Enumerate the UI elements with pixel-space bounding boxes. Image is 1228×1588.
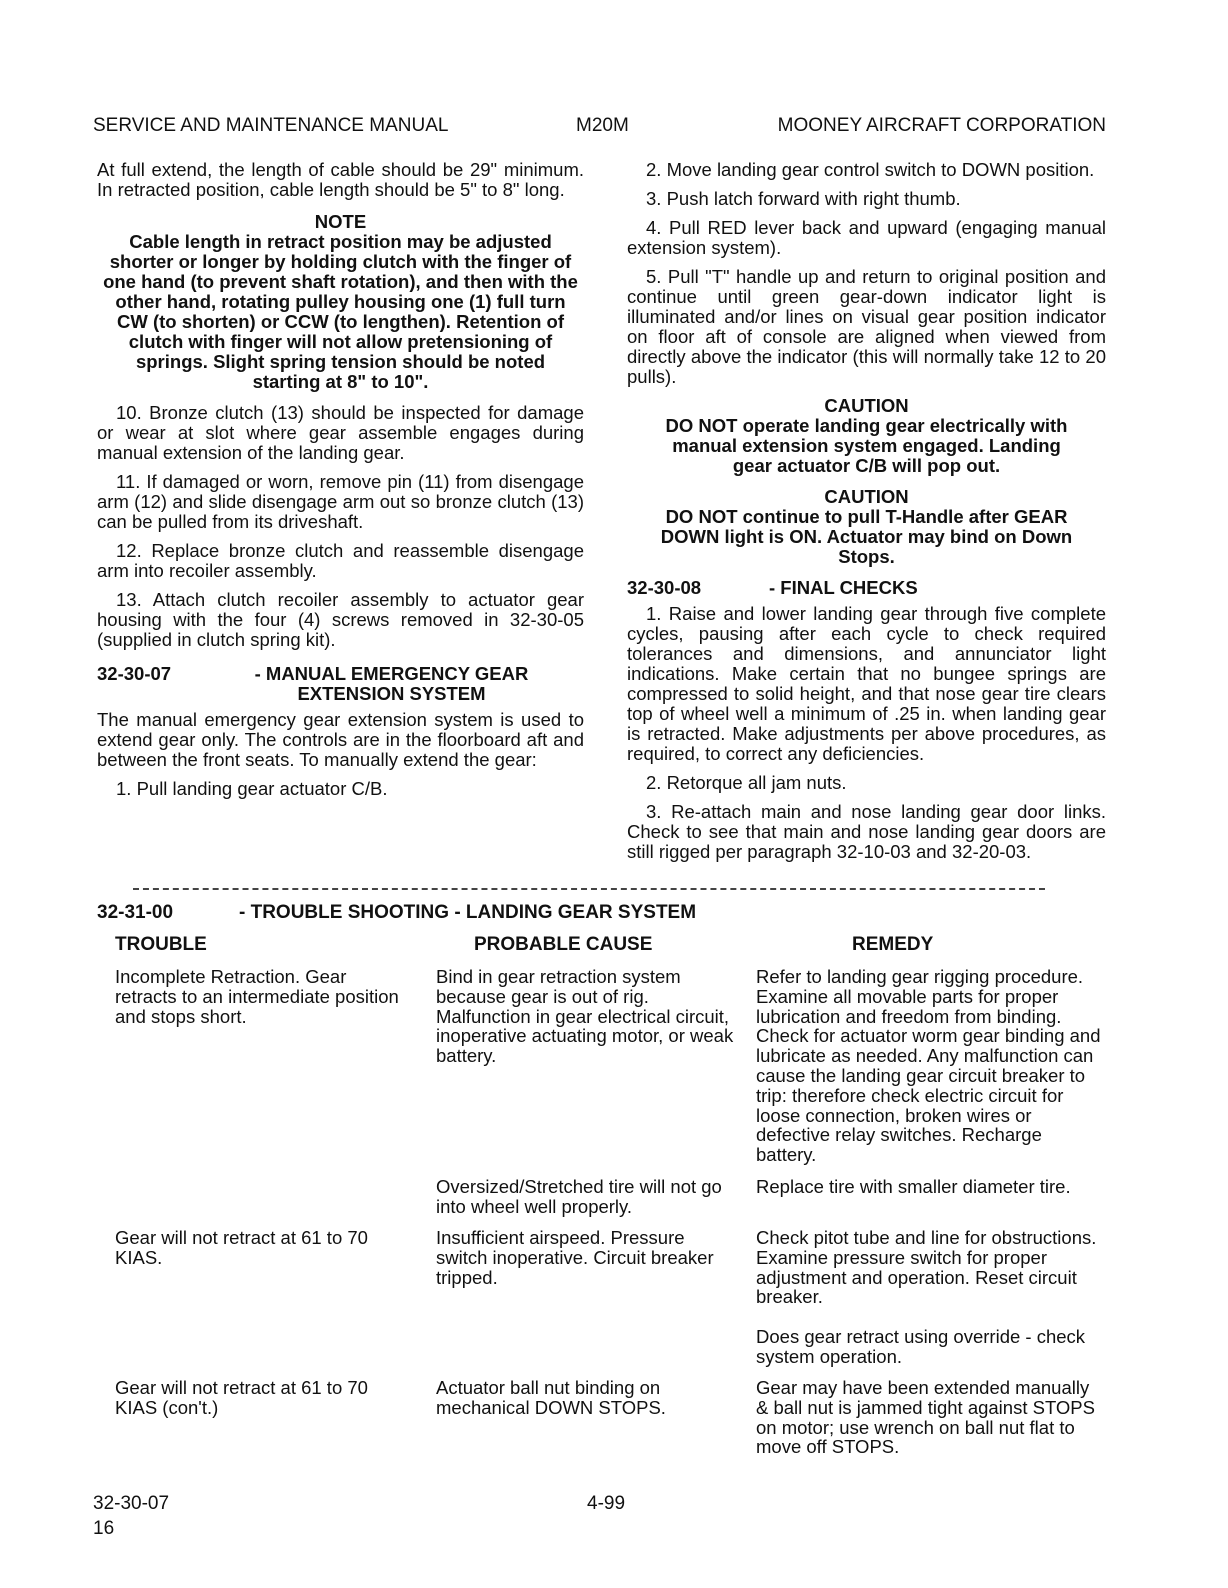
- final-check-2: 2. Retorque all jam nuts.: [646, 772, 847, 793]
- column-header-probable-cause: PROBABLE CAUSE: [474, 934, 653, 955]
- header-company: MOONEY AIRCRAFT CORPORATION: [777, 115, 1106, 136]
- step-1: 1. Pull landing gear actuator C/B.: [116, 778, 388, 799]
- section-number: 32-30-08: [627, 577, 702, 598]
- step-5: 5. Pull "T" handle up and return to original position and continue until green gear-down indicator light is illuminated and/or lines on visual gear position indicator on floor aft of console are aligned when viewed from directly above the indicator (this will normally take 12 to 20 pulls).: [627, 266, 1106, 387]
- step-3: 3. Push latch forward with right thumb.: [646, 188, 961, 209]
- header-model: M20M: [576, 115, 629, 136]
- manual-extension-intro: The manual emergency gear extension system is used to extend gear only. The controls are in the floorboard aft and between the front seats. To manually extend the gear:: [97, 709, 584, 770]
- table-cell-remedy: Gear may have been extended manually & ball nut is jammed tight against STOPS on motor; use wrench on ball nut flat to move off STOPS.: [756, 1377, 1095, 1458]
- page-header: [93, 116, 1106, 138]
- table-cell-cause: Actuator ball nut binding on mechanical DOWN STOPS.: [436, 1377, 666, 1418]
- caution-2-heading: CAUTION: [824, 486, 909, 507]
- left-column: [97, 160, 584, 808]
- section-divider: [133, 888, 1045, 890]
- note-heading: NOTE: [314, 211, 367, 232]
- cable-length-paragraph: At full extend, the length of cable should be 29" minimum. In retracted position, cable length should be 5" to 8" long.: [97, 159, 584, 200]
- section-title: - TROUBLE SHOOTING - LANDING GEAR SYSTEM: [239, 902, 697, 923]
- step-4: 4. Pull RED lever back and upward (engaging manual extension system).: [627, 217, 1106, 258]
- footer-section-number: 32-30-07: [93, 1493, 170, 1514]
- table-cell-trouble: Gear will not retract at 61 to 70 KIAS.: [115, 1227, 368, 1268]
- caution-1-body: DO NOT operate landing gear electrically with manual extension system engaged. Landing gear actuator C/B will pop out.: [665, 415, 1068, 476]
- step-11: 11. If damaged or worn, remove pin (11) from disengage arm (12) and slide disengage arm out so bronze clutch (13) can be pulled from its driveshaft.: [97, 471, 584, 532]
- table-cell-trouble: Incomplete Retraction. Gear retracts to an intermediate position and stops short.: [115, 966, 399, 1027]
- table-cell-cause: Oversized/Stretched tire will not go into wheel well properly.: [436, 1176, 722, 1217]
- section-heading-32-30-08: [627, 578, 1106, 598]
- column-header-trouble: TROUBLE: [115, 934, 207, 955]
- step-13: 13. Attach clutch recoiler assembly to actuator gear housing with the four (4) screws removed in 32-30-05 (supplied in clutch spring kit).: [97, 589, 584, 650]
- table-cell-remedy: Replace tire with smaller diameter tire.: [756, 1176, 1071, 1197]
- caution-1-heading: CAUTION: [824, 395, 909, 416]
- note-body: Cable length in retract position may be adjusted shorter or longer by holding clutch with the finger of one hand (to prevent shaft rotation), and then with the other hand, rotating pulley housing one (1) full turn CW (to shorten) or CCW (to lengthen). Retention of clutch with finger will not allow pretensioning of springs. Slight spring tension should be noted starting at 8" to 10".: [103, 231, 578, 392]
- section-number: 32-30-07: [97, 663, 172, 684]
- section-title: - MANUAL EMERGENCY GEAR EXTENSION SYSTEM: [254, 663, 529, 704]
- final-check-3: 3. Re-attach main and nose landing gear door links. Check to see that main and nose landing gear doors are still rigged per paragraph 32-10-03 and 32-20-03.: [627, 801, 1106, 862]
- table-cell-remedy: Check pitot tube and line for obstructions. Examine pressure switch for proper adjustment and operation. Reset circuit breaker.: [756, 1227, 1097, 1308]
- caution-2-body: DO NOT continue to pull T-Handle after GEAR DOWN light is ON. Actuator may bind on Down Stops.: [660, 506, 1073, 567]
- step-12: 12. Replace bronze clutch and reassemble disengage arm into recoiler assembly.: [97, 540, 584, 581]
- column-header-remedy: REMEDY: [852, 934, 934, 955]
- final-check-1: 1. Raise and lower landing gear through five complete cycles, pausing after each cycle to check required tolerances and dimensions, and annunciator light indications. Make certain that no bungee springs are compressed to solid height, and that nose gear tire clears top of wheel well a minimum of .25 in. when landing gear is retracted. Make adjustments per above procedures, as required, to correct any deficiencies.: [627, 603, 1106, 764]
- section-heading-32-30-07: [97, 664, 584, 704]
- right-column: [627, 160, 1106, 871]
- step-10: 10. Bronze clutch (13) should be inspected for damage or wear at slot where gear assemble engages during manual extension of the landing gear.: [97, 402, 584, 463]
- section-number: 32-31-00: [97, 902, 174, 923]
- table-cell-cause: Bind in gear retraction system because gear is out of rig. Malfunction in gear electrical circuit, inoperative actuating motor, or weak battery.: [436, 966, 734, 1067]
- table-cell-remedy: Does gear retract using override - check system operation.: [756, 1326, 1086, 1367]
- troubleshooting-heading: [97, 903, 696, 923]
- section-title: - FINAL CHECKS: [769, 577, 918, 598]
- step-2: 2. Move landing gear control switch to DOWN position.: [646, 159, 1095, 180]
- header-manual-title: SERVICE AND MAINTENANCE MANUAL: [93, 115, 449, 136]
- footer-revision: 16: [93, 1518, 115, 1539]
- table-cell-remedy: Refer to landing gear rigging procedure. Examine all movable parts for proper lubrication and freedom from binding. Check for actuator worm gear binding and lubricate as needed. Any malfunction can cause the landing gear circuit breaker to trip: therefore check electric circuit for loose connection, broken wires or defective relay switches. Recharge battery.: [756, 966, 1101, 1166]
- table-cell-cause: Insufficient airspeed. Pressure switch inoperative. Circuit breaker tripped.: [436, 1227, 714, 1288]
- table-cell-trouble: Gear will not retract at 61 to 70 KIAS (con't.): [115, 1377, 368, 1418]
- footer-page-number: 4-99: [587, 1493, 626, 1514]
